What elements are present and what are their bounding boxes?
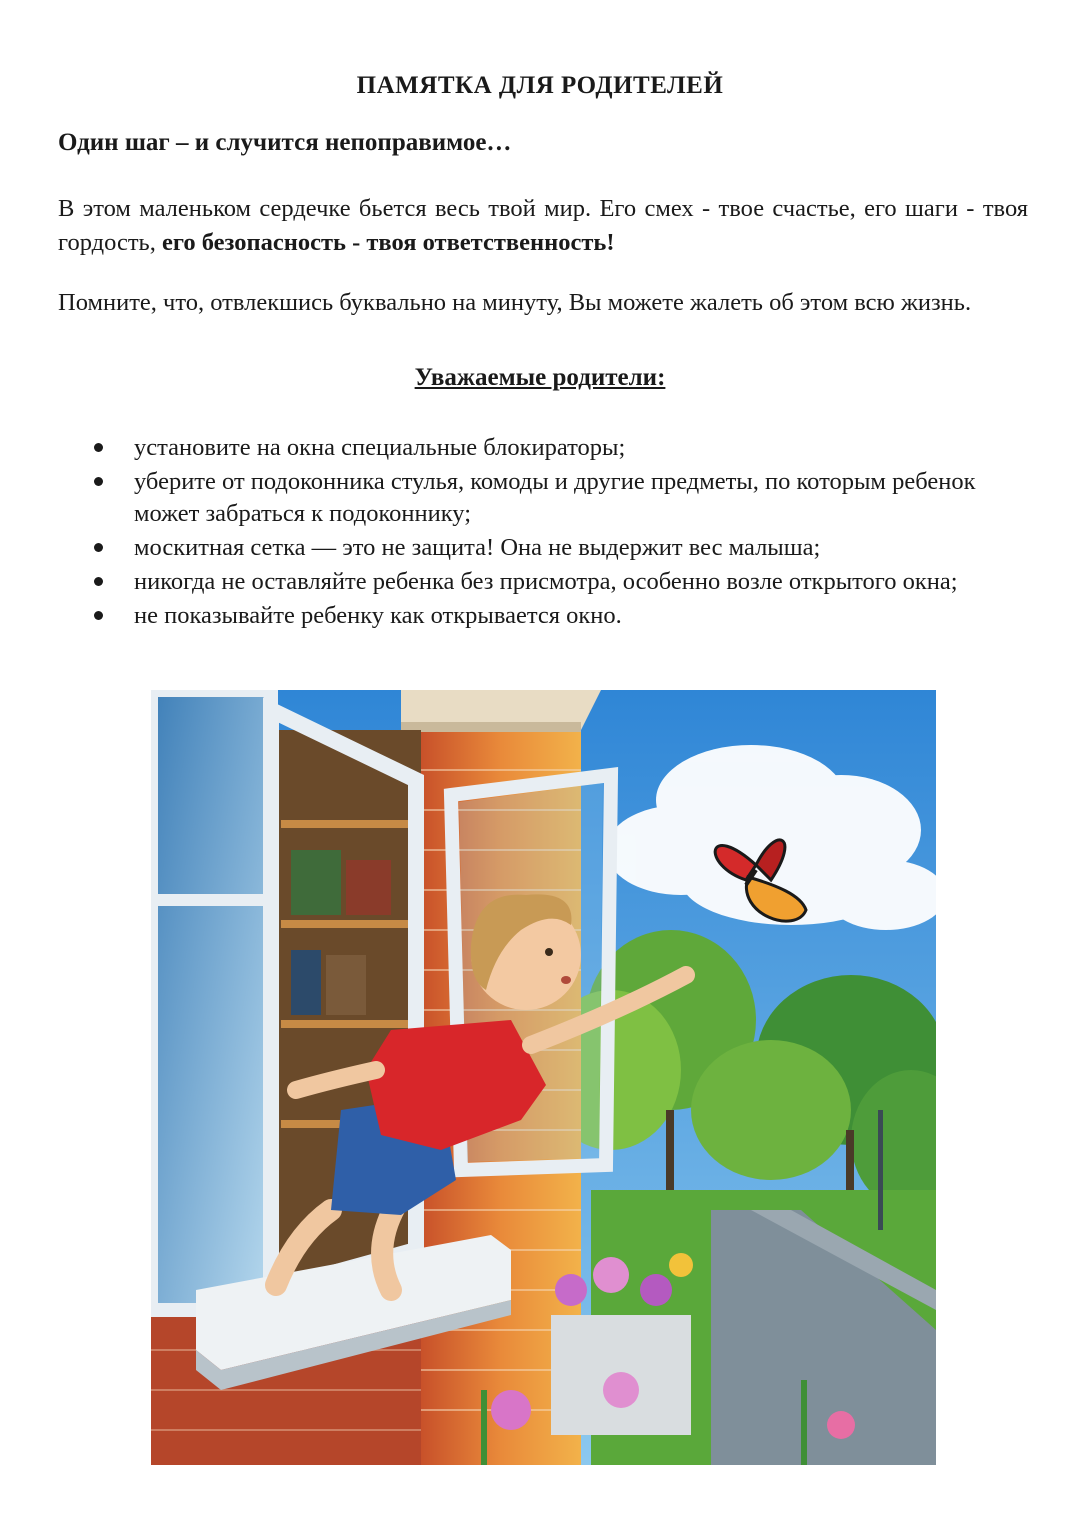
bullet-icon [94,543,103,552]
page-subtitle: Один шаг – и случится непоправимое… [58,129,512,156]
list-item-text: установите на окна специальные блокираторы; [134,434,626,461]
list-item [58,466,1033,530]
list-item-text: уберите от подоконника стулья, комоды и другие предметы, по которым ребенок может забраться к подоконнику; [134,468,976,527]
intro-paragraph-1 [58,192,1028,260]
intro-paragraph-1-bold: его безопасность - твоя ответственность! [161,229,615,256]
page-title: ПАМЯТКА ДЛЯ РОДИТЕЛЕЙ [356,72,724,99]
list-item [58,432,1033,464]
list-item [58,566,1033,598]
bullet-icon [94,611,103,620]
child-window-illustration [151,690,936,1465]
bullet-icon [94,477,103,486]
list-item-text: не показывайте ребенку как открывается окно. [134,602,622,629]
advice-heading: Уважаемые родители: [414,364,666,391]
intro-paragraph-2: Помните, что, отвлекшись буквально на минуту, Вы можете жалеть об этом всю жизнь. [58,289,972,316]
advice-list [58,432,1033,634]
list-item-text: москитная сетка — это не защита! Она не выдержит вес малыша; [134,534,821,561]
intro-paragraph-1-text: В этом маленьком сердечке бьется весь твой мир. Его смех - твое счастье, его шаги - твоя гордость, [58,195,1028,256]
list-item [58,600,1033,632]
bullet-icon [94,577,103,586]
list-item [58,532,1033,564]
list-item-text: никогда не оставляйте ребенка без присмотра, особенно возле открытого окна; [134,568,958,595]
bullet-icon [94,443,103,452]
